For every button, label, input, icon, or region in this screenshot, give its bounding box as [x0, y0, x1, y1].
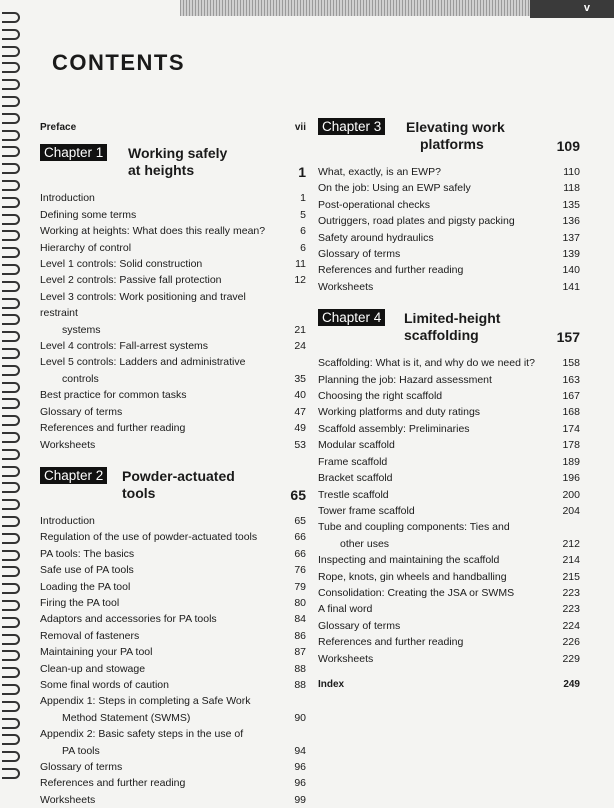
chapter-badge: Chapter 4 [318, 309, 385, 326]
spiral-ring [2, 684, 20, 695]
spiral-ring [2, 281, 20, 292]
toc-entry[interactable] [318, 437, 582, 453]
spiral-ring [2, 550, 20, 561]
toc-entry[interactable] [40, 289, 308, 338]
toc-entry-label: Working at heights: What does this really mean? [40, 225, 266, 238]
toc-entry[interactable] [40, 223, 308, 239]
toc-entry-page: 158 [562, 357, 580, 370]
toc-entry-page: 136 [562, 215, 580, 228]
toc-entry-label: Best practice for common tasks [40, 389, 187, 402]
toc-entry-page: 47 [294, 405, 306, 418]
chapter-title-line-1: Powder-actuated [122, 467, 235, 484]
chapter-badge: Chapter 1 [40, 144, 107, 161]
toc-entry-page: 214 [562, 554, 580, 567]
toc-entry[interactable] [318, 585, 582, 601]
toc-entry[interactable] [318, 355, 582, 371]
toc-entry-page: 168 [562, 406, 580, 419]
toc-entry-page: 24 [294, 340, 306, 353]
chapter-page: 157 [556, 329, 580, 346]
toc-entry[interactable] [40, 272, 308, 288]
toc-entry-label: Inspecting and maintaining the scaffold [318, 554, 500, 567]
toc-entry-page: 35 [294, 372, 306, 385]
toc-entry-label: Outriggers, road plates and pigsty packing [318, 215, 515, 228]
toc-entry-label: PA tools: The basics [40, 547, 135, 560]
spiral-ring [2, 130, 20, 141]
toc-entry-label: Safety around hydraulics [318, 231, 434, 244]
toc-entry-label-cont: PA tools [62, 744, 100, 757]
toc-entry-page: 174 [562, 422, 580, 435]
toc-entry[interactable] [318, 164, 582, 180]
toc-entry-label: Removal of fasteners [40, 629, 140, 642]
chapter-title [128, 145, 227, 179]
toc-entry-page: 40 [294, 389, 306, 402]
toc-left-column [40, 118, 308, 808]
toc-entry-page: 96 [294, 761, 306, 773]
index-page: 249 [563, 678, 580, 690]
toc-entry[interactable] [318, 197, 582, 213]
preface-label: Preface [40, 122, 77, 133]
toc-entry[interactable] [318, 421, 582, 437]
toc-entry-label: Bracket scaffold [318, 472, 393, 485]
chapter-1-section [40, 144, 308, 453]
chapter-title [122, 468, 235, 502]
spiral-ring [2, 398, 20, 409]
chapter-header[interactable] [40, 144, 308, 188]
chapter-title-line-1: Limited-height [404, 310, 501, 327]
spiral-ring [2, 415, 20, 426]
toc-entry[interactable] [40, 628, 308, 644]
toc-entry-page: 76 [294, 564, 306, 577]
toc-entry-label: Introduction [40, 514, 95, 527]
toc-entry-label: Level 2 controls: Passive fall protection [40, 274, 222, 287]
toc-entry-page: 215 [562, 570, 580, 583]
toc-entry-label: Worksheets [40, 793, 96, 806]
toc-entry[interactable] [40, 207, 308, 223]
toc-entry[interactable] [40, 354, 308, 387]
toc-entry[interactable] [40, 513, 308, 529]
chapter-title [406, 119, 505, 153]
toc-entry-page: 79 [294, 580, 306, 593]
toc-entry[interactable] [40, 404, 308, 420]
toc-entry[interactable] [40, 775, 308, 791]
header-page-tab [530, 0, 614, 18]
toc-entry[interactable] [318, 519, 582, 552]
toc-entry[interactable] [318, 246, 582, 262]
chapter-page: 109 [556, 138, 580, 154]
toc-entry-label: Planning the job: Hazard assessment [318, 373, 492, 386]
toc-entry[interactable] [40, 529, 308, 545]
toc-entry-label: What, exactly, is an EWP? [318, 166, 441, 178]
chapter-badge: Chapter 2 [40, 467, 107, 484]
toc-entry[interactable] [40, 437, 308, 453]
spiral-ring [2, 600, 20, 611]
toc-entry-page: 212 [562, 537, 580, 550]
spiral-ring [2, 264, 20, 275]
toc-entry[interactable] [40, 661, 308, 677]
spiral-ring [2, 583, 20, 594]
spiral-ring [2, 634, 20, 645]
spiral-ring [2, 718, 20, 729]
spiral-ring [2, 768, 20, 779]
toc-entry[interactable] [318, 230, 582, 246]
toc-entry-page: 90 [294, 711, 306, 724]
toc-entry-label: Rope, knots, gin wheels and handballing [318, 570, 507, 583]
toc-entry-page: 80 [294, 596, 306, 609]
spiral-ring [2, 482, 20, 493]
toc-entry-label: Defining some terms [40, 208, 137, 221]
spiral-ring [2, 650, 20, 661]
toc-entry-page: 196 [562, 472, 580, 485]
spiral-ring [2, 29, 20, 40]
toc-entry[interactable] [40, 546, 308, 562]
toc-entry[interactable] [318, 569, 582, 585]
spiral-ring [2, 432, 20, 443]
spiral-ring [2, 701, 20, 712]
toc-entry-label: Introduction [40, 192, 95, 205]
spiral-ring [2, 365, 20, 376]
toc-entry-page: 140 [562, 264, 580, 277]
toc-entry[interactable] [318, 180, 582, 196]
toc-entry-page: 88 [294, 662, 306, 675]
spiral-ring [2, 197, 20, 208]
spiral-ring [2, 163, 20, 174]
spiral-ring [2, 516, 20, 527]
toc-entry-label: Glossary of terms [40, 761, 123, 773]
header-strip [180, 0, 530, 16]
spiral-ring [2, 146, 20, 157]
spiral-ring [2, 62, 20, 73]
toc-entry-page: 66 [294, 531, 306, 544]
spiral-ring [2, 298, 20, 309]
toc-entry[interactable] [40, 726, 308, 759]
toc-entry-page: 87 [294, 646, 306, 659]
toc-entry-label: Safe use of PA tools [40, 564, 134, 577]
toc-entry-page: 5 [300, 208, 306, 221]
toc-entry-label: Regulation of the use of powder-actuated tools [40, 531, 258, 544]
toc-entry-label-cont: other uses [340, 537, 390, 550]
spiral-ring [2, 667, 20, 678]
toc-entry-page: 6 [300, 225, 306, 238]
toc-entry[interactable] [318, 388, 582, 404]
chapter-page: 1 [298, 164, 306, 181]
toc-entry-page: 1 [300, 192, 306, 205]
toc-entry-page: 65 [294, 514, 306, 527]
toc-entry-label: Frame scaffold [318, 455, 388, 468]
toc-entry-page: 86 [294, 629, 306, 642]
chapter-title-line-1: Working safely [128, 145, 228, 162]
toc-entry[interactable] [318, 552, 582, 568]
toc-entry[interactable] [318, 634, 582, 650]
preface-entry[interactable] [40, 120, 308, 136]
toc-entry-page: 53 [294, 438, 306, 451]
spiral-ring [2, 180, 20, 191]
toc-entry-label: Consolidation: Creating the JSA or SWMS [318, 586, 515, 599]
toc-entry-page: 224 [562, 619, 580, 632]
toc-entry-page: 94 [294, 744, 306, 757]
toc-entry[interactable] [318, 618, 582, 634]
toc-entry-page: 11 [295, 258, 306, 271]
toc-entry-label-cont: controls [62, 372, 99, 385]
spiral-ring [2, 96, 20, 107]
toc-entry-page: 99 [294, 793, 306, 806]
toc-entry-label: References and further reading [318, 636, 464, 649]
toc-entry-label-cont: Method Statement (SWMS) [62, 711, 191, 724]
toc-entry-page: 204 [562, 504, 580, 517]
toc-entry-label: Adaptors and accessories for PA tools [40, 613, 217, 626]
toc-entry-label: Worksheets [318, 280, 374, 293]
toc-entry[interactable] [40, 677, 308, 693]
toc-entry[interactable] [40, 693, 308, 726]
spiral-ring [2, 79, 20, 90]
toc-entry-page: 229 [562, 652, 580, 665]
toc-entry-page: 110 [563, 166, 580, 178]
toc-entry-label: Appendix 2: Basic safety steps in the use of [40, 728, 244, 741]
toc-entry-page: 200 [562, 488, 580, 501]
spiral-ring [2, 499, 20, 510]
toc-entry-page: 88 [294, 678, 306, 691]
toc-entry-label: A final word [318, 603, 373, 616]
toc-entry-label-cont: systems [62, 323, 101, 336]
toc-entry[interactable] [40, 595, 308, 611]
toc-entry-label: Clean-up and stowage [40, 662, 146, 675]
toc-entry-label: Glossary of terms [318, 248, 401, 261]
chapter-header[interactable] [318, 118, 582, 162]
spiral-ring [2, 230, 20, 241]
toc-entry[interactable] [318, 487, 582, 503]
toc-entry-label: Worksheets [318, 652, 374, 665]
toc-entry-page: 6 [300, 241, 306, 254]
spiral-ring [2, 466, 20, 477]
toc-entry-label: Maintaining your PA tool [40, 646, 153, 659]
toc-entry-page: 49 [294, 422, 306, 435]
toc-entry-label: Glossary of terms [318, 619, 401, 632]
spiral-ring [2, 566, 20, 577]
toc-entry-page: 226 [562, 636, 580, 649]
toc-entry-label: Level 3 controls: Work positioning and travel restraint [40, 290, 246, 320]
toc-entry[interactable] [318, 454, 582, 470]
toc-entry[interactable] [40, 256, 308, 272]
index-entry[interactable] [318, 677, 582, 693]
toc-right-column [318, 118, 582, 693]
toc-entry-page: 84 [294, 613, 306, 626]
toc-entry[interactable] [40, 338, 308, 354]
toc-entry-page: 167 [562, 390, 580, 403]
toc-entry[interactable] [318, 651, 582, 667]
chapter-title-line-2: tools [122, 484, 156, 501]
toc-entry-label: Scaffolding: What is it, and why do we need it? [318, 357, 535, 370]
spiral-ring [2, 214, 20, 225]
toc-entry-label: Modular scaffold [318, 439, 395, 452]
toc-entry-page: 178 [562, 439, 580, 452]
spiral-ring [2, 751, 20, 762]
spiral-binding [0, 0, 26, 800]
spiral-ring [2, 314, 20, 325]
spiral-ring [2, 617, 20, 628]
toc-entry[interactable] [40, 190, 308, 206]
toc-entry[interactable] [318, 404, 582, 420]
toc-entry-page: 12 [294, 274, 306, 287]
toc-entry-label: On the job: Using an EWP safely [318, 182, 471, 195]
spiral-ring [2, 348, 20, 359]
toc-entry-label: Loading the PA tool [40, 580, 131, 593]
toc-entry-page: 141 [562, 280, 580, 293]
spiral-ring [2, 113, 20, 124]
page-number: v [583, 2, 590, 14]
toc-entry-label: Post-operational checks [318, 198, 431, 211]
spiral-ring [2, 331, 20, 342]
chapter-3-section [318, 118, 582, 295]
chapter-4-section [318, 309, 582, 667]
toc-entry[interactable] [40, 420, 308, 436]
toc-entry[interactable] [40, 562, 308, 578]
toc-entry-page: 223 [562, 586, 580, 599]
chapter-title [404, 310, 500, 344]
toc-entry-page: 118 [563, 182, 580, 195]
toc-entry-label: References and further reading [40, 777, 186, 790]
toc-entry-label: References and further reading [318, 264, 464, 277]
chapter-title-line-2: platforms [420, 136, 484, 152]
toc-entry[interactable] [318, 262, 582, 278]
chapter-badge: Chapter 3 [318, 118, 385, 135]
toc-entry-label: Worksheets [40, 438, 96, 451]
toc-entry[interactable] [318, 213, 582, 229]
toc-entry-page: 21 [294, 323, 306, 336]
toc-entry[interactable] [318, 372, 582, 388]
chapter-page: 65 [290, 486, 306, 503]
preface-page: vii [294, 122, 306, 133]
toc-entry-page: 163 [562, 373, 580, 386]
toc-entry-page: 139 [562, 248, 580, 261]
toc-entry[interactable] [318, 503, 582, 519]
spiral-ring [2, 247, 20, 258]
toc-entry-page: 135 [562, 198, 580, 211]
toc-entry-label: Working platforms and duty ratings [318, 406, 481, 419]
toc-entry-label: Level 5 controls: Ladders and administrative [40, 356, 246, 369]
toc-entry-label: Tower frame scaffold [318, 504, 415, 517]
spiral-ring [2, 533, 20, 544]
toc-entry-page: 137 [562, 231, 580, 244]
chapter-title-line-2: at heights [128, 162, 195, 179]
chapter-title-line-2: scaffolding [404, 327, 479, 344]
toc-entry-label: Tube and coupling components: Ties and [318, 521, 510, 534]
toc-entry-label: Level 4 controls: Fall-arrest systems [40, 340, 209, 353]
toc-entry-page: 189 [562, 455, 580, 468]
toc-entry-label: Trestle scaffold [318, 488, 389, 501]
toc-entry[interactable] [40, 240, 308, 256]
toc-entry-label: Scaffold assembly: Preliminaries [318, 422, 470, 435]
chapter-header[interactable] [40, 467, 308, 511]
toc-entry-label: Some final words of caution [40, 678, 169, 691]
spiral-ring [2, 46, 20, 57]
toc-entry-label: References and further reading [40, 422, 186, 435]
toc-entry[interactable] [318, 279, 582, 295]
toc-entry[interactable] [40, 611, 308, 627]
toc-entry[interactable] [40, 579, 308, 595]
spiral-ring [2, 449, 20, 460]
chapter-header[interactable] [318, 309, 582, 353]
spiral-ring [2, 382, 20, 393]
toc-entry-label: Appendix 1: Steps in completing a Safe Work [40, 695, 251, 708]
toc-entry-label: Glossary of terms [40, 405, 123, 418]
toc-entry[interactable] [318, 601, 582, 617]
toc-entry[interactable] [40, 759, 308, 775]
page-title: CONTENTS [52, 50, 185, 75]
toc-entry[interactable] [40, 387, 308, 403]
index-label: Index [318, 678, 345, 690]
chapter-title-line-1: Elevating work [406, 119, 505, 135]
toc-entry-label: Choosing the right scaffold [318, 390, 443, 403]
toc-entry-page: 96 [294, 777, 306, 790]
page-header-bar [0, 0, 614, 18]
toc-entry-label: Level 1 controls: Solid construction [40, 258, 203, 271]
toc-entry-label: Hierarchy of control [40, 241, 132, 254]
toc-entry-label: Firing the PA tool [40, 596, 120, 609]
spiral-ring [2, 734, 20, 745]
toc-entry-page: 66 [294, 547, 306, 560]
chapter-2-section [40, 467, 308, 808]
toc-entry-page: 223 [562, 603, 580, 616]
toc-entry[interactable] [318, 470, 582, 486]
toc-entry[interactable] [40, 644, 308, 660]
